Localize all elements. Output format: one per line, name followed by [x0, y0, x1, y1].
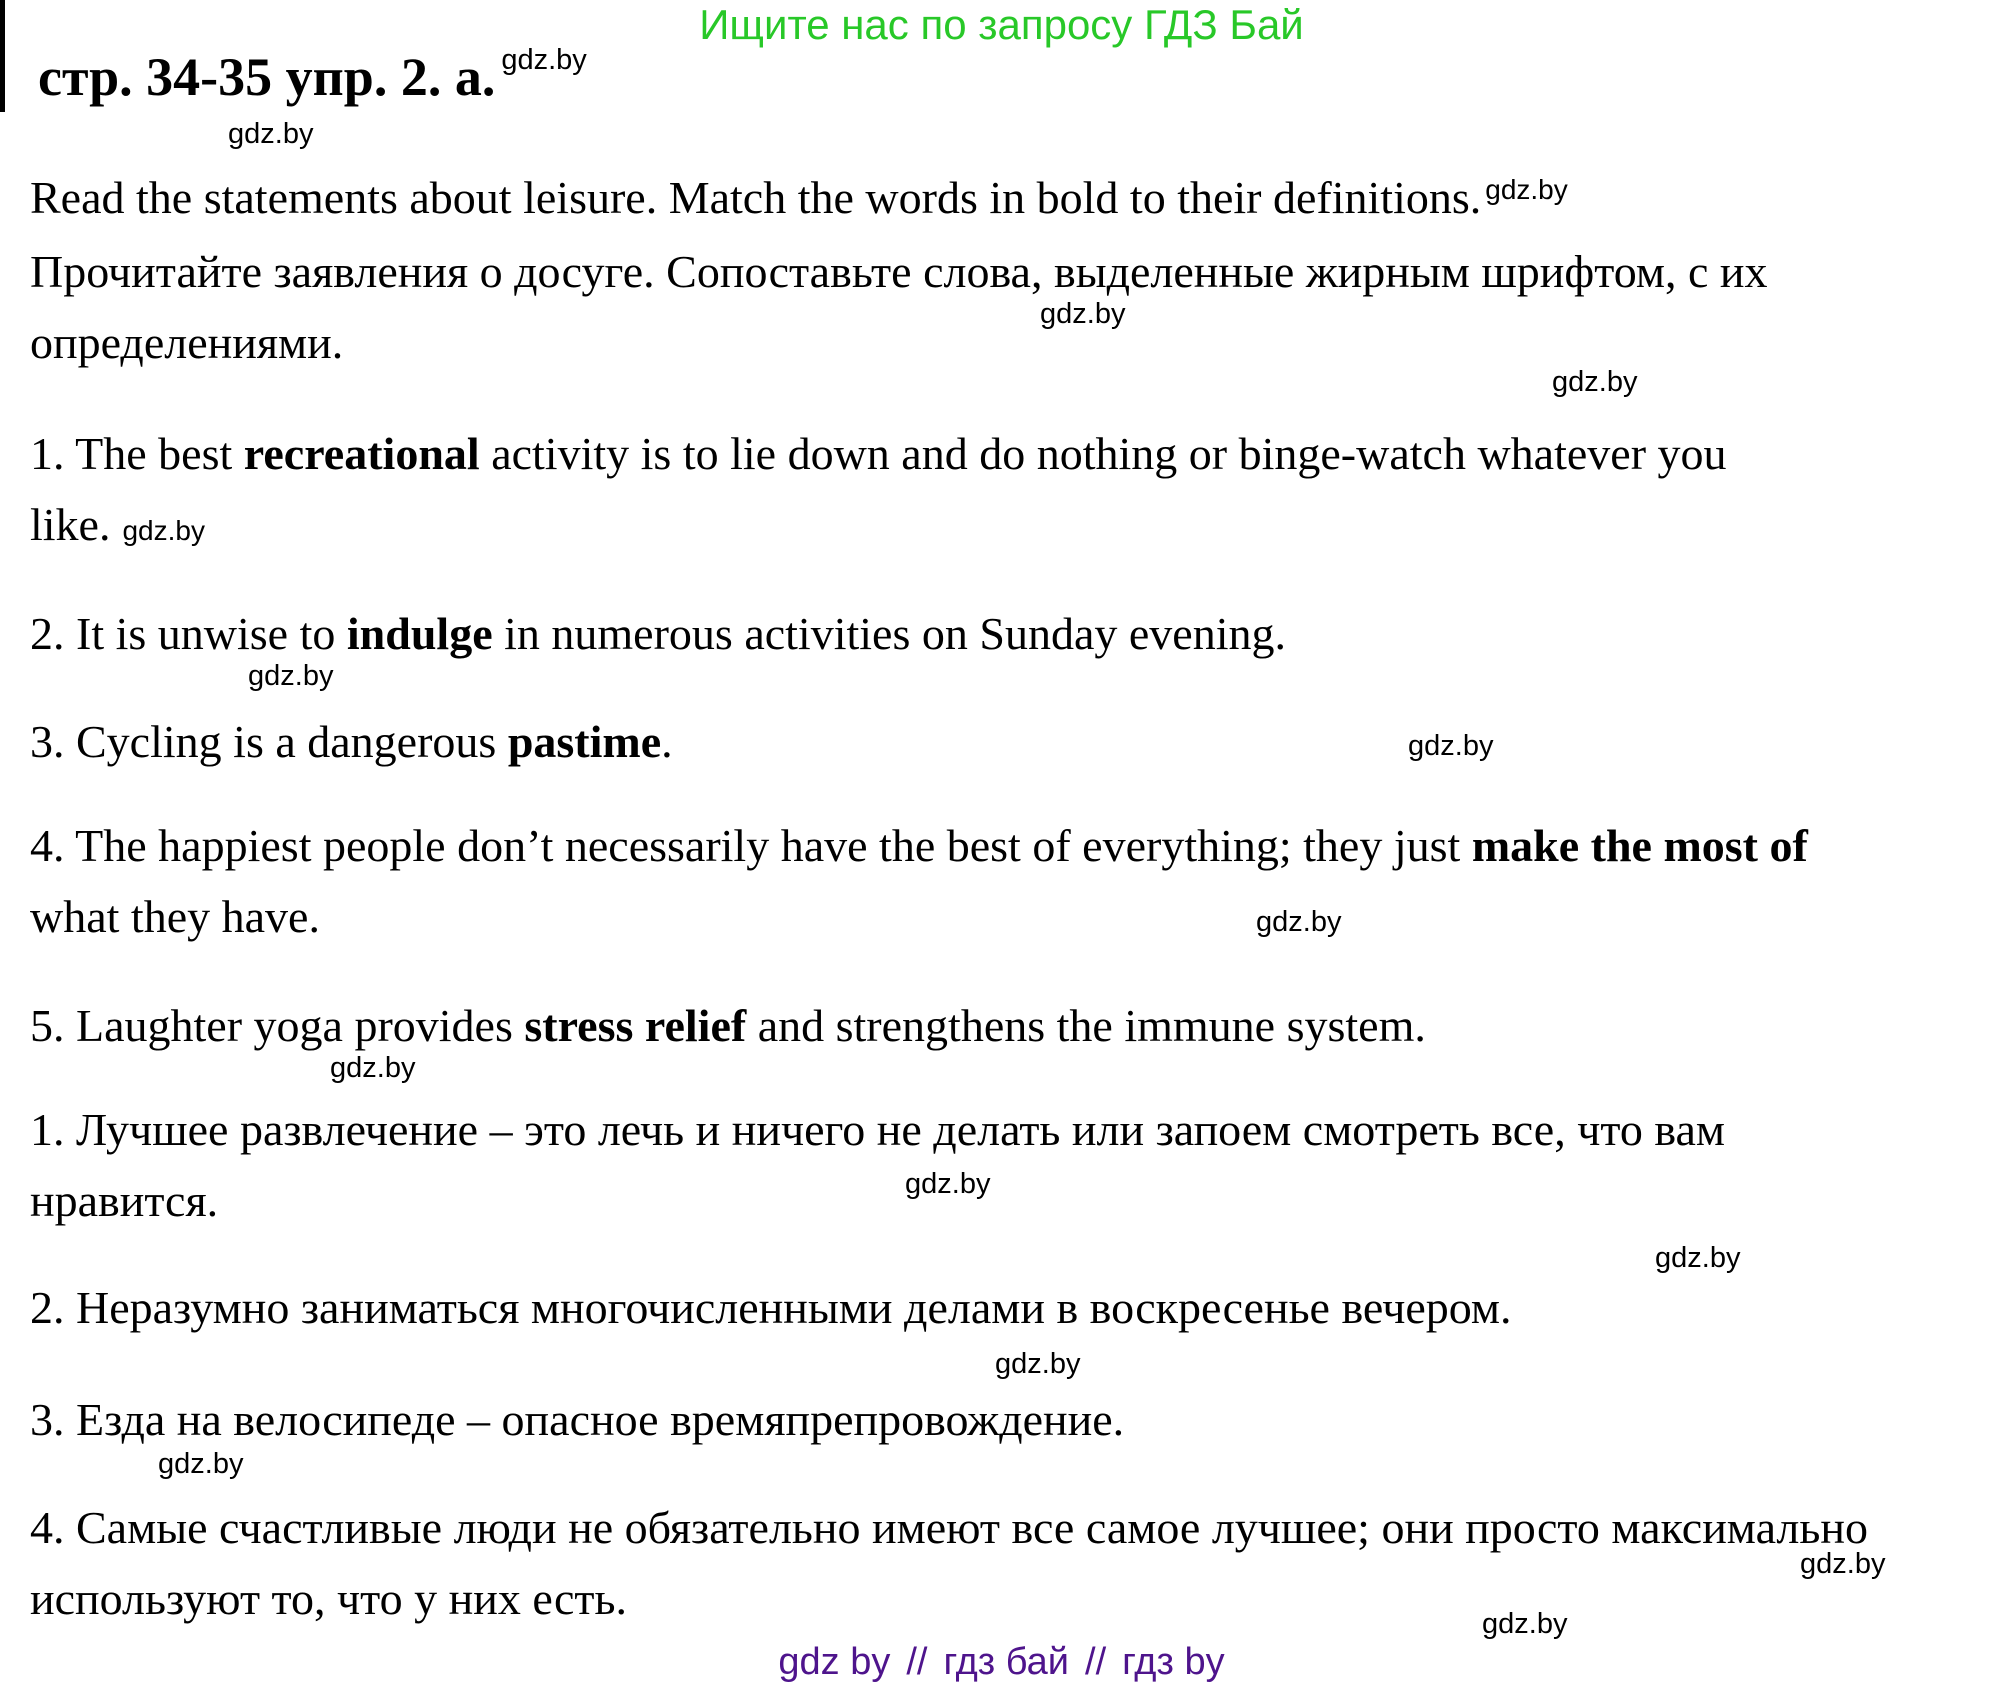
gdz-watermark: gdz.by [1482, 1608, 1568, 1640]
page-title: стр. 34-35 упр. 2. а. [38, 47, 496, 107]
footer-links [0, 1640, 2003, 1684]
statement-en-2: 2. It is unwise to indulge in numerous activities on Sunday evening. [30, 608, 1286, 659]
gdz-watermark: gdz.by [905, 1168, 991, 1200]
gdz-watermark: gdz.by [122, 515, 205, 546]
translation-ru-3: 3. Езда на велосипеде – опасное времяпрепровождение. [30, 1394, 1125, 1445]
task-instruction-en-text: Read the statements about leisure. Match the words in bold to their definitions. [30, 172, 1482, 223]
statement-en-4: 4. The happiest people don’t necessarily have the best of everything; they just make the most of what they have. [30, 820, 1808, 942]
footer-link[interactable]: gdz by [778, 1641, 891, 1683]
gdz-watermark: gdz.by [330, 1052, 416, 1084]
gdz-superscript: gdz.by [501, 44, 587, 76]
translation-ru-4: 4. Самые счастливые люди не обязательно имеют все самое лучшее; они просто максимально используют то, что у них есть. [30, 1502, 1868, 1624]
task-instruction-en [30, 162, 2003, 239]
task-instruction-ru: Прочитайте заявления о досуге. Сопоставьте слова, выделенные жирным шрифтом, с их определениями. [30, 246, 1768, 368]
gdz-watermark: gdz.by [228, 118, 314, 150]
gdz-watermark: gdz.by [1800, 1548, 1886, 1580]
statement-en-1-text: 1. The best recreational activity is to lie down and do nothing or binge-watch whatever you like. [30, 428, 1727, 550]
gdz-watermark: gdz.by [248, 660, 334, 692]
gdz-watermark: gdz.by [1655, 1242, 1741, 1274]
gdz-watermark: gdz.by [1256, 906, 1342, 938]
gdz-watermark: gdz.by [995, 1348, 1081, 1380]
statement-en-1 [30, 418, 1830, 566]
translation-ru-2: 2. Неразумно заниматься многочисленными делами в воскресенье вечером. [30, 1282, 1512, 1333]
gdz-watermark: gdz.by [1552, 366, 1638, 398]
page-title-row [38, 46, 587, 117]
footer-link[interactable]: гдз by [1122, 1641, 1225, 1683]
statement-en-5: 5. Laughter yoga provides stress relief and strengthens the immune system. [30, 1000, 1426, 1051]
footer-link[interactable]: гдз бай [943, 1641, 1070, 1683]
statement-en-3: 3. Cycling is a dangerous pastime. [30, 716, 673, 767]
footer-separator: // [906, 1641, 928, 1683]
gdz-superscript: gdz.by [1485, 174, 1568, 205]
gdz-watermark: gdz.by [158, 1448, 244, 1480]
gdz-watermark: gdz.by [1408, 730, 1494, 762]
footer-separator: // [1085, 1641, 1107, 1683]
gdz-watermark: gdz.by [1040, 298, 1126, 330]
translation-ru-1: 1. Лучшее развлечение – это лечь и ничего не делать или запоем смотреть все, что вам нравится. [30, 1104, 1725, 1226]
promo-banner: Ищите нас по запросу ГДЗ Бай [699, 1, 1304, 48]
